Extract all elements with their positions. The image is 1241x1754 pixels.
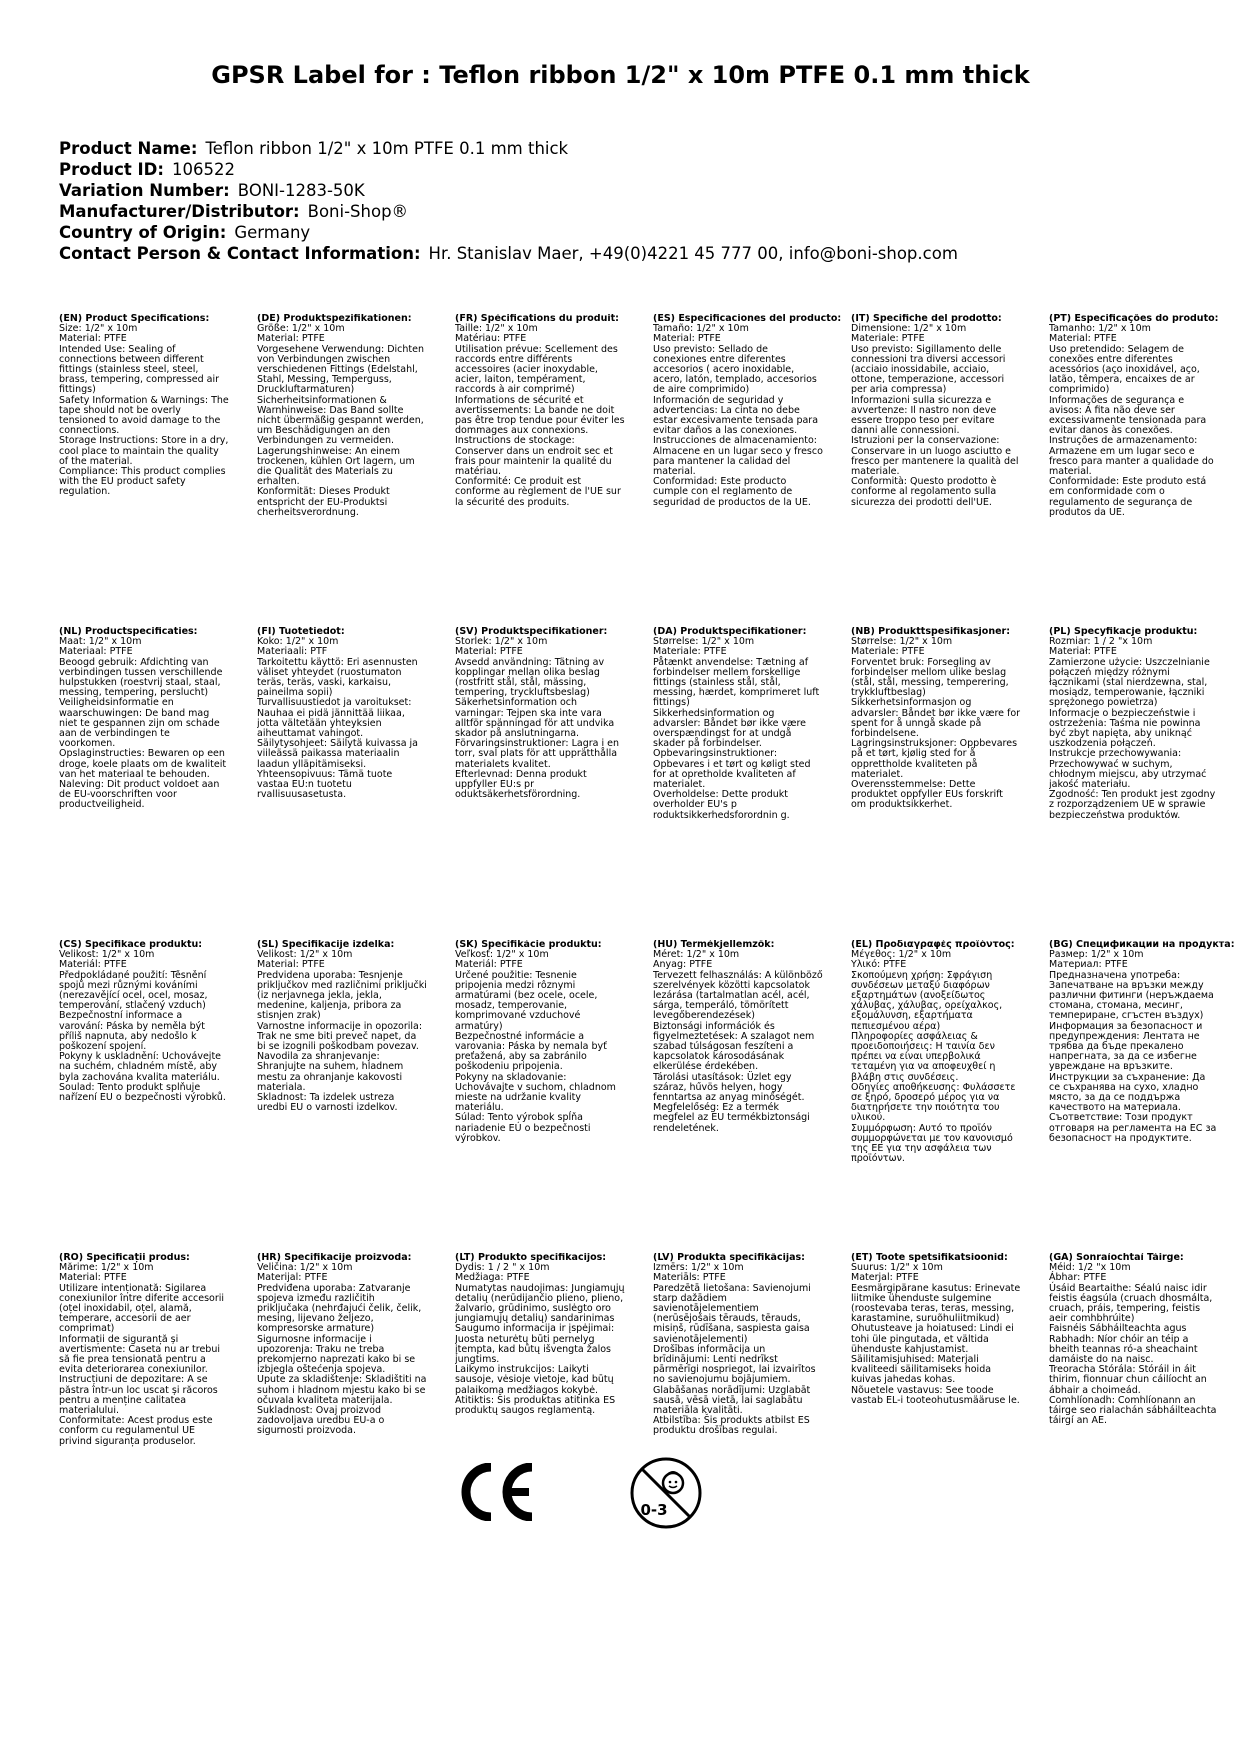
spec-section: Numatytas naudojimas: Jungiamųjų detalių (nerūdijančio plieno, plieno, žalvario, grūdinimo, suslėgto oro jungiamųjų detalių) sandarinimas <box>455 1282 628 1325</box>
spec-cell <box>59 627 257 940</box>
spec-section: Sigurnosne informacije i upozorenja: Traku ne treba prekomjerno naprezati kako bi se izbjegla oštećenja spojeva. <box>257 1333 419 1376</box>
spec-section: Ohutusteave ja hoiatused: Lindi ei tohi üle pingutada, et vältida ühenduste kahjustamist. <box>851 1323 1017 1355</box>
info-row <box>59 243 1209 264</box>
spec-section: Turvallisuustiedot ja varoitukset: Nauhaa ei pidä jännittää liikaa, jotta vältetään yhteyksien aiheuttamat vahingot. <box>257 697 415 740</box>
spec-section: Opslaginstructies: Bewaren op een droge, koele plaats om de kwaliteit van het materiaal te behouden. <box>59 748 230 780</box>
spec-section: Atbilstība: Šis produkts atbilst ES produktu drošības regulai. <box>653 1415 813 1437</box>
spec-section: Informații de siguranță și avertismente: Caseta nu ar trebui să fie prea tensionată pentru a evita deteriorarea conexiunilor. <box>59 1333 224 1376</box>
spec-section: Beoogd gebruik: Afdichting van verbindingen tussen verschillende hulpstukken (roestvrij staal, staal, messing, tempering, perslucht) <box>59 656 226 699</box>
spec-section: Compliance: This product complies with the EU product safety regulation. <box>59 466 229 498</box>
spec-section: Conformità: Questo prodotto è conforme al regolamento sulla sicurezza dei prodotti dell'UE. <box>851 476 1000 508</box>
spec-section: Predvidena uporaba: Tesnjenje priključkov med različnimi priključki (iz nerjavnega jekla, jekla, medenine, kaljenja, pribora za stisnjen zrak) <box>257 969 430 1022</box>
spec-title: (HU) Termékjellemzők: <box>653 940 775 950</box>
spec-size: Rozmiar: 1 / 2 "x 10m <box>1049 636 1153 648</box>
spec-size: Méid: 1/2 "x 10m <box>1049 1262 1131 1274</box>
spec-section: Avsedd användning: Tätning av kopplingar mellan olika beslag (rostfritt stål, stål, mässing, tempering, tryckluftsbeslag) <box>455 656 608 699</box>
spec-section: Lagerungshinweise: An einem trockenen, kühlen Ort lagern, um die Qualität des Materials zu erhalten. <box>257 445 418 488</box>
spec-cell <box>455 314 653 627</box>
spec-section: Uso pretendido: Selagem de conexões entre diferentes acessórios (aço inoxidável, aço, latão, têmpera, encaixes de ar comprimido) <box>1049 343 1203 396</box>
spec-section: Navodila za shranjevanje: Shranjujte na suhem, hladnem mestu za ohranjanje kakovosti materiala. <box>257 1051 407 1093</box>
spec-size: Maat: 1/2" x 10m <box>59 636 142 648</box>
spec-section: Instrucciones de almacenamiento: Almacene en un lugar seco y fresco para mantener la calidad del material. <box>653 435 826 478</box>
spec-size: Tamanho: 1/2" x 10m <box>1049 323 1151 335</box>
spec-material: Materiał: PTFE <box>1049 646 1117 658</box>
spec-title: (EN) Product Specifications: <box>59 314 210 324</box>
spec-material: Anyag: PTFE <box>653 959 713 971</box>
spec-size: Dimensione: 1/2" x 10m <box>851 323 967 335</box>
spec-cell <box>257 314 455 627</box>
spec-size: Størrelse: 1/2" x 10m <box>653 636 755 648</box>
spec-material: Materiale: PTFE <box>653 646 727 658</box>
spec-section: Instrukcje przechowywania: Przechowywać w suchym, chłodnym miejscu, aby utrzymać jakość materiału. <box>1049 748 1210 791</box>
spec-cell <box>653 940 851 1253</box>
spec-section: Sicherheitsinformationen & Warnhinweise: Das Band sollte nicht übermäßig gespannt werden, um Beschädigungen an den Verbindungen zu vermeiden. <box>257 394 427 447</box>
spec-title: (PL) Specyfikacje produktu: <box>1049 627 1198 637</box>
spec-section: Påtænkt anvendelse: Tætning af forbindelser mellem forskellige fittings (stainless stål, stål, messing, hærdet, komprimeret luft fittings) <box>653 656 823 709</box>
info-value: 106522 <box>171 160 235 179</box>
spec-section: Drošības informācija un brīdinājumi: Lenti nedrīkst pārmērīgi nospriegot, lai izvairītos no savienojumu bojājumiem. <box>653 1343 819 1386</box>
info-row <box>59 180 1209 201</box>
spec-title: (CS) Specifikace produktu: <box>59 940 203 950</box>
spec-section: Soulad: Tento produkt splňuje nařízení EU o bezpečnosti výrobků. <box>59 1081 226 1104</box>
spec-section: Safety Information & Warnings: The tape should not be overly tensioned to avoid damage to the connections. <box>59 394 232 437</box>
spec-cell <box>1049 314 1241 627</box>
spec-size: Velikost: 1/2" x 10m <box>257 949 353 961</box>
info-value: Boni-Shop® <box>307 202 409 221</box>
spec-size: Tamaño: 1/2" x 10m <box>653 323 749 335</box>
spec-section: Varnostne informacije in opozorila: Trak ne sme biti preveč napet, da bi se izognili poškodbam povezav. <box>257 1020 426 1053</box>
age-range-label: 0-3 <box>640 1501 668 1519</box>
spec-title: (HR) Specifikacije proizvoda: <box>257 1253 412 1263</box>
spec-section: Informazioni sulla sicurezza e avvertenze: Il nastro non deve essere troppo teso per evitare danni alle connessioni. <box>851 394 1000 437</box>
spec-section: Uso previsto: Sellado de conexiones entre diferentes accesorios ( acero inoxidable, acero, latón, templado, accesorios de aire comprimido) <box>653 343 820 396</box>
info-row <box>59 138 1209 159</box>
spec-section: Conformité: Ce produit est conforme au règlement de l'UE sur la sécurité des produits. <box>455 476 624 508</box>
spec-section: Vorgesehene Verwendung: Dichten von Verbindungen zwischen verschiedenen Fittings (Edelstahl, Stahl, Messing, Temperguss, Druckluftarmaturen) <box>257 343 428 396</box>
spec-cell <box>851 314 1049 627</box>
spec-size: Suurus: 1/2" x 10m <box>851 1262 943 1274</box>
page-title: GPSR Label for : Teflon ribbon 1/2" x 10m PTFE 0.1 mm thick <box>211 61 1030 89</box>
spec-section: Sikkerhetsinformasjon og advarsler: Båndet bør ikke være for spent for å unngå skade på forbindelsene. <box>851 697 1024 740</box>
spec-section: Tervezett felhasználás: A különböző szerelvények közötti kapcsolatok lezárása (tartalmatlan acél, acél, sárga, temperáló, tömörített levegőberendezések) <box>653 969 826 1022</box>
info-label: Manufacturer/Distributor: <box>59 202 300 221</box>
spec-section: Určené použitie: Tesnenie pripojenia medzi rôznymi armatúrami (bez ocele, ocele, mosadz, temperovanie, komprimované vzduchové armatúry) <box>455 969 601 1032</box>
spec-material: Materiale: PTFE <box>851 646 925 658</box>
spec-material: Material: PTFE <box>257 333 325 345</box>
spec-section: Opbevaringsinstruktioner: Opbevares i et tørt og køligt sted for at opretholde kvaliteten af materialet. <box>653 748 814 791</box>
spec-cell <box>653 627 851 940</box>
spec-section: Tarkoitettu käyttö: Eri asennusten väliset yhteydet (ruostumaton teräs, teräs, vaski, karkaisu, paineilma sopii) <box>257 656 421 699</box>
spec-title: (DA) Produktspecifikationer: <box>653 627 807 637</box>
spec-section: Предназначена употреба: Запечатване на връзки между различни фитинги (неръждаема стомана, стомана, месинг, темпериране, сгъстен въздух) <box>1049 969 1217 1022</box>
spec-section: Comhlíonadh: Comhlíonann an táirge seo rialachán sábháilteachta táirgí an AE. <box>1049 1394 1220 1427</box>
spec-section: Yhteensopivuus: Tämä tuote vastaa EU:n tuotetu rvallisuusasetusta. <box>257 768 396 801</box>
spec-material: Materiale: PTFE <box>851 333 925 345</box>
spec-section: Tárolási utasítások: Üzlet egy száraz, hűvös helyen, hogy fenntartsa az anyag minőségét. <box>653 1071 805 1104</box>
spec-section: Información de seguridad y advertencias: La cinta no debe estar excesivamente tensada para evitar daños a las conexiones. <box>653 394 822 437</box>
spec-size: Mărime: 1/2" x 10m <box>59 1262 154 1274</box>
spec-title: (RO) Specificații produs: <box>59 1253 190 1263</box>
spec-section: Instructions de stockage: Conserver dans un endroit sec et frais pour maintenir la qualité du matériau. <box>455 435 616 478</box>
spec-size: Koko: 1/2" x 10m <box>257 636 339 648</box>
spec-size: Veľkosť: 1/2" x 10m <box>455 949 549 961</box>
spec-section: Megfelelőség: Ez a termék megfelel az EU termékbiztonsági rendeletének. <box>653 1102 813 1134</box>
spec-title: (FR) Spécifications du produit: <box>455 314 619 324</box>
info-label: Contact Person & Contact Information: <box>59 244 421 263</box>
spec-section: Naleving: Dit product voldoet aan de EU-voorschriften voor productveiligheid. <box>59 779 223 811</box>
info-row <box>59 201 1209 222</box>
spec-title: (GA) Sonraíochtaí Táirge: <box>1049 1253 1184 1263</box>
spec-material: Matériau: PTFE <box>455 333 527 345</box>
spec-cell <box>455 627 653 940</box>
spec-section: Uso previsto: Sigillamento delle connessioni tra diversi accessori (acciaio inossidabile, acciaio, ottone, temperazione, accessori per aria compressa) <box>851 343 1009 396</box>
info-value: Teflon ribbon 1/2" x 10m PTFE 0.1 mm thick <box>205 139 569 158</box>
spec-section: Overensstemmelse: Dette produktet oppfyller EUs forskrift om produktsikkerhet. <box>851 779 1007 811</box>
spec-size: Size: 1/2" x 10m <box>59 323 138 335</box>
spec-size: Størrelse: 1/2" x 10m <box>851 636 953 648</box>
info-value: Hr. Stanislav Maer, +49(0)4221 45 777 00, info@boni-shop.com <box>428 244 958 263</box>
spec-material: Materiāls: PTFE <box>653 1272 726 1284</box>
spec-size: Μέγεθος: 1/2" x 10m <box>851 949 952 961</box>
spec-title: (BG) Спецификации на продукта: <box>1049 940 1235 950</box>
spec-section: Förvaringsinstruktioner: Lagra i en torr, sval plats för att upprätthålla materialets kvalitet. <box>455 738 623 770</box>
spec-material: Υλικό: PTFE <box>851 959 907 971</box>
info-label: Product ID: <box>59 160 164 179</box>
spec-title: (SL) Specifikacije izdelka: <box>257 940 395 950</box>
not-for-children-0-3-icon <box>628 1455 704 1531</box>
spec-section: Pokyny k uskladnění: Uchovávejte na suchém, chladném místě, aby byla zachována kvalita materiálu. <box>59 1051 225 1083</box>
spec-section: Pokyny na skladovanie: Uchovávajte v suchom, chladnom mieste na udržanie kvality materiálu. <box>455 1071 619 1114</box>
spec-section: Säilitamisjuhised: Materjali kvaliteedi säilitamiseks hoida kuivas jahedas kohas. <box>851 1354 995 1386</box>
spec-section: Skladnost: Ta izdelek ustreza uredbi EU o varnosti izdelkov. <box>257 1092 398 1114</box>
spec-material: Material: PTFE <box>257 959 325 971</box>
spec-title: (DE) Produktspezifikationen: <box>257 314 412 324</box>
compliance-symbols <box>0 1455 1241 1545</box>
spec-section: Laikymo instrukcijos: Laikyti sausoje, vėsioje vietoje, kad būtų palaikoma medžiagos kokybė. <box>455 1364 617 1396</box>
spec-section: Bezpečnostné informácie a varovania: Páska by nemala byť preťažená, aby sa zabránilo poškodeniu pripojenia. <box>455 1030 610 1073</box>
spec-material: Materiaali: PTF <box>257 646 328 658</box>
spec-cell <box>851 940 1049 1253</box>
spec-section: Nõuetele vastavus: See toode vastab EL-i tooteohutusmääruse le. <box>851 1384 1020 1406</box>
spec-section: Informations de sécurité et avertissements: La bande ne doit pas être trop tendue pour éviter les dommages aux connexions. <box>455 394 628 437</box>
spec-size: Dydis: 1 / 2 " x 10m <box>455 1262 550 1274</box>
spec-material: Material: PTFE <box>455 646 523 658</box>
spec-material: Ábhar: PTFE <box>1049 1272 1107 1284</box>
spec-cell <box>455 940 653 1253</box>
spec-material: Материал: PTFE <box>1049 959 1128 971</box>
spec-section: Glabāšanas norādījumi: Uzglabāt sausā, vēsā vietā, lai saglabātu materiāla kvalitāti. <box>653 1384 814 1417</box>
spec-section: Atitiktis: Šis produktas atitinka ES produktų saugos reglamentą. <box>455 1394 619 1417</box>
spec-section: Forventet bruk: Forsegling av forbindelser mellom ulike beslag (stål, stål, messing, temperering, trykkluftbeslag) <box>851 656 1012 699</box>
spec-title: (NL) Productspecificaties: <box>59 627 198 637</box>
spec-section: Intended Use: Sealing of connections between different fittings (stainless steel, steel, brass, tempering, compressed air fittings) <box>59 343 223 396</box>
spec-cell <box>59 940 257 1253</box>
spec-section: Utilizare intenționată: Sigilarea conexiunilor între diferite accesorii (oțel inoxidabil, oțel, alamă, temperare, accesorii de aer comprimat) <box>59 1282 228 1335</box>
spec-cell <box>59 314 257 627</box>
spec-material: Materiaal: PTFE <box>59 646 133 658</box>
spec-section: Storage Instructions: Store in a dry, cool place to maintain the quality of the material. <box>59 435 232 467</box>
spec-title: (FI) Tuotetiedot: <box>257 627 345 637</box>
spec-title: (LV) Produkta specifikācijas: <box>653 1253 805 1263</box>
spec-section: Lagringsinstruksjoner: Oppbevares på et tørt, kjølig sted for å opprettholde kvaliteten på materialet. <box>851 738 1021 780</box>
spec-size: Méret: 1/2" x 10m <box>653 949 740 961</box>
spec-title: (ES) Especificaciones del producto: <box>653 314 842 324</box>
spec-section: Sukladnost: Ovaj proizvod zadovoljava uredbu EU-a o sigurnosti proizvoda. <box>257 1405 388 1437</box>
info-label: Product Name: <box>59 139 198 158</box>
spec-cell <box>1049 940 1241 1253</box>
spec-section: Biztonsági információk és figyelmeztetések: A szalagot nem szabad túlságosan feszíteni a kapcsolatok károsodásának elkerülése érdekében. <box>653 1020 818 1073</box>
spec-cell <box>257 627 455 940</box>
spec-material: Medžiaga: PTFE <box>455 1272 530 1284</box>
spec-material: Material: PTFE <box>59 1272 127 1284</box>
spec-section: Съответствие: Този продукт отговаря на регламента на ЕС за безопасност на продуктите. <box>1049 1112 1220 1144</box>
info-value: Germany <box>234 223 311 242</box>
spec-section: Istruzioni per la conservazione: Conservare in un luogo asciutto e fresco per mantenere la qualità del materiale. <box>851 435 1022 478</box>
spec-section: Säkerhetsinformation och varningar: Tejpen ska inte vara alltför spänningad för att undvika skador på anslutningarna. <box>455 697 618 740</box>
spec-section: Συμμόρφωση: Αυτό το προϊόν συμμορφώνεται με τον κανονισμό της ΕΕ για την ασφάλεια των προϊόντων. <box>851 1122 1016 1165</box>
spec-material: Materjal: PTFE <box>851 1272 919 1284</box>
spec-section: Информация за безопасност и предупреждения: Лентата не трябва да бъде прекалено напрегната, за да се избегне увреждане на връзките. <box>1049 1020 1206 1073</box>
spec-material: Material: PTFE <box>653 333 721 345</box>
spec-section: Instruções de armazenamento: Armazene em um lugar seco e fresco para manter a qualidade do material. <box>1049 435 1217 478</box>
spec-material: Material: PTFE <box>59 333 127 345</box>
spec-section: Säilytysohjeet: Säilytä kuivassa ja viileässä paikassa materiaalin laadun ylläpitämiseksi. <box>257 738 422 770</box>
spec-section: Veiligheidsinformatie en waarschuwingen: De band mag niet te gespannen zijn om schade aan de verbindingen te voorkomen. <box>59 697 223 750</box>
spec-section: Conformidade: Este produto está em conformidade com o regulamento de segurança de produtos da UE. <box>1049 476 1210 518</box>
ce-mark-icon <box>455 1463 537 1521</box>
spec-size: Veličina: 1/2" x 10m <box>257 1262 353 1274</box>
spec-section: Bezpečnostní informace a varování: Páska by neměla být příliš napnuta, aby nedošlo k poškození spojení. <box>59 1010 209 1053</box>
spec-title: (SV) Produktspecifikationer: <box>455 627 608 637</box>
spec-size: Größe: 1/2" x 10m <box>257 323 345 335</box>
specifications-grid <box>59 314 1241 1566</box>
spec-section: Předpokládané použití: Těsnění spojů mezi různými kováními (nerezavějící ocel, ocel, mosaz, temperování, stlačený vzduch) <box>59 969 211 1012</box>
info-value: BONI-1283-50K <box>237 181 365 200</box>
spec-size: Taille: 1/2" x 10m <box>455 323 538 335</box>
spec-section: Eesmärgipärane kasutus: Erinevate liitmike ühenduste sulgemine (roostevaba teras, teras, messing, karastamine, suruõhuliitmikud) <box>851 1282 1024 1325</box>
spec-section: Zgodność: Ten produkt jest zgodny z rozporządzeniem UE w sprawie bezpieczeństwa produktów. <box>1049 789 1219 821</box>
spec-section: Οδηγίες αποθήκευσης: Φυλάσσετε σε ξηρό, δροσερό μέρος για να διατηρήσετε την ποιότητα του υλικού. <box>851 1081 1019 1124</box>
spec-section: Conformidad: Este producto cumple con el reglamento de seguridad de productos de la UE. <box>653 476 811 508</box>
spec-material: Material: PTFE <box>1049 333 1117 345</box>
spec-section: Informações de segurança e avisos: A fita não deve ser excessivamente tensionada para evitar danos às conexões. <box>1049 394 1210 437</box>
spec-section: Conformitate: Acest produs este conform cu regulamentul UE privind siguranța produselor. <box>59 1415 216 1447</box>
spec-section: Upute za skladištenje: Skladištiti na suhom i hladnom mjestu kako bi se očuvala kvaliteta materijala. <box>257 1374 430 1406</box>
spec-section: Treoracha Stórála: Stóráil in áit thirim, fionnuar chun cáilíocht an ábhair a choimeád. <box>1049 1364 1210 1396</box>
spec-section: Konformität: Dieses Produkt entspricht der EU-Produktsi cherheitsverordnung. <box>257 486 393 518</box>
spec-cell <box>1049 627 1241 940</box>
spec-title: (EL) Προδιαγραφές προϊόντος: <box>851 940 1015 950</box>
spec-section: Efterlevnad: Denna produkt uppfyller EU:s pr oduktsäkerhetsförordning. <box>455 768 590 801</box>
spec-material: Materijal: PTFE <box>257 1272 328 1284</box>
spec-title: (ET) Toote spetsifikatsioonid: <box>851 1253 1008 1263</box>
spec-title: (IT) Specifiche del prodotto: <box>851 314 1002 324</box>
spec-section: Utilisation prévue: Scellement des raccords entre différents accessoires (acier inoxydable, acier, laiton, tempérament, raccords à air comprimé) <box>455 343 621 396</box>
spec-cell <box>257 940 455 1253</box>
spec-section: Paredzētā lietošana: Savienojumi starp dažādiem savienotājelementiem (nerūsējošais tērauds, tērauds, misiņš, rūdīšana, saspiesta gaisa savienotājelementi) <box>653 1282 814 1345</box>
spec-cell <box>851 627 1049 940</box>
spec-cell <box>653 314 851 627</box>
spec-section: Sikkerhedsinformation og advarsler: Båndet bør ikke være overspændingst for at undgå skader på forbindelser. <box>653 707 810 750</box>
spec-section: Faisnéis Sábháilteachta agus Rabhadh: Níor chóir an téip a bheith teannas ró-a sheachaint damáiste do na naisc. <box>1049 1323 1201 1366</box>
info-label: Country of Origin: <box>59 223 227 242</box>
spec-size: Velikost: 1/2" x 10m <box>59 949 155 961</box>
spec-section: Predviđena uporaba: Zatvaranje spojeva između različitih priključaka (nehrđajući čelik, čelik, mesing, lijevano željezo, kompresorske armature) <box>257 1282 425 1335</box>
spec-section: Overholdelse: Dette produkt overholder EU's p roduktsikkerhedsforordnin g. <box>653 789 792 821</box>
product-info-block <box>59 138 1209 264</box>
spec-section: Súlad: Tento výrobok spĺňa nariadenie EÚ o bezpečnosti výrobkov. <box>455 1112 594 1144</box>
spec-title: (SK) Špecifikácie produktu: <box>455 940 602 950</box>
spec-section: Инструкции за съхранение: Да се съхранява на сухо, хладно място, за да се поддържа качеството на материала. <box>1049 1071 1209 1114</box>
spec-size: Размер: 1/2" x 10m <box>1049 949 1144 961</box>
spec-section: Σκοπούμενη χρήση: Σφράγιση συνδέσεων μεταξύ διαφόρων εξαρτημάτων (ανοξείδωτος χάλυβας, χάλυβας, ορείχαλκος, εξομάλυνση, εξαρτήματα πεπιεσμένου αέρα) <box>851 969 1006 1032</box>
spec-section: Úsáid Beartaithe: Séalú naisc idir feistis éagsúla (cruach dhosmálta, cruach, práis, tempering, feistis aeir comhbhrúite) <box>1049 1282 1216 1325</box>
info-row <box>59 159 1209 180</box>
spec-size: Izmērs: 1/2" x 10m <box>653 1262 744 1274</box>
spec-section: Instrucțiuni de depozitare: A se păstra într-un loc uscat și răcoros pentru a menține calitatea materialului. <box>59 1374 221 1417</box>
spec-title: (PT) Especificações do produto: <box>1049 314 1219 324</box>
spec-material: Materiál: PTFE <box>59 959 127 971</box>
spec-material: Materiál: PTFE <box>455 959 523 971</box>
info-row <box>59 222 1209 243</box>
spec-section: Πληροφορίες ασφάλειας & προειδοποιήσεις: Η ταινία δεν πρέπει να είναι υπερβολικά τεταμένη για να αποφευχθεί η βλάβη στις συνδέσεις. <box>851 1030 999 1083</box>
spec-section: Saugumo informacija ir įspėjimai: Juosta neturėtų būti pernelyg įtempta, kad būtų išvengta žalos jungtims. <box>455 1323 618 1366</box>
spec-size: Storlek: 1/2" x 10m <box>455 636 548 648</box>
spec-section: Informacje o bezpieczeństwie i ostrzeżenia: Taśma nie powinna być zbyt napięta, aby uniknąć uszkodzenia połączeń. <box>1049 707 1204 750</box>
spec-section: Zamierzone użycie: Uszczelnianie połączeń między różnymi łącznikami (stal nierdzewna, stal, mosiądz, temperowanie, łączniki sprężonego powietrza) <box>1049 656 1213 709</box>
info-label: Variation Number: <box>59 181 230 200</box>
spec-title: (NB) Produkttspesifikasjoner: <box>851 627 1011 637</box>
spec-title: (LT) Produkto specifikacijos: <box>455 1253 607 1263</box>
